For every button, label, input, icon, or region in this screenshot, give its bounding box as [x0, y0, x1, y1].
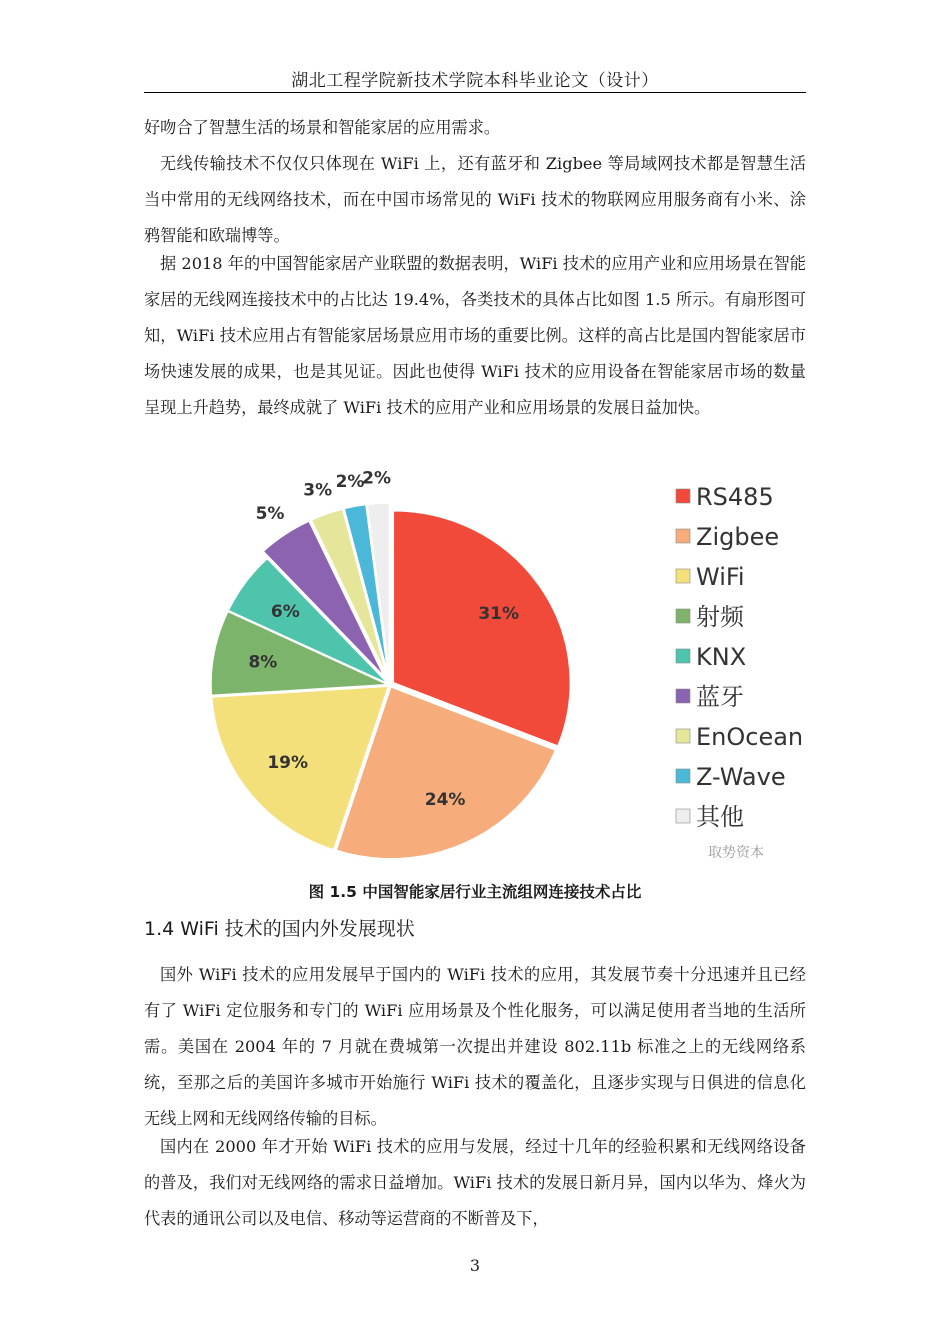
legend-swatch-4 — [676, 649, 690, 663]
legend-label-6: EnOcean — [696, 723, 804, 751]
pie-chart-figure — [200, 470, 820, 870]
legend-label-1: Zigbee — [696, 523, 780, 551]
legend-label-8: 其他 — [696, 803, 744, 831]
legend-label-0: RS485 — [696, 483, 774, 511]
paragraph-statistics: 据 2018 年的中国智能家居产业联盟的数据表明，WiFi 技术的应用产业和应用场景在智能家居的无线网连接技术中的占比达 19.4%，各类技术的具体占比如图 1.5 所示。有扇形图可知，WiFi 技术应用占有智能家居场景应用市场的重要比例。这样的高占比是国内智能家居市场快速发展的成果，也是其见证。因此也使得 WiFi 技术的应用设备在智能家居市场的数量呈现上升趋势，最终成就了 WiFi 技术的应用产业和应用场景的发展日益加快。 — [144, 254, 806, 417]
page-number: 3 — [469, 1256, 481, 1275]
header-rule — [144, 92, 806, 93]
paragraph-continued: 好吻合了智慧生活的场景和智能家居的应用需求。 — [144, 118, 501, 137]
paragraph-abroad: 国外 WiFi 技术的应用发展早于国内的 WiFi 技术的应用，其发展节奏十分迅速并且已经有了 WiFi 定位服务和专门的 WiFi 应用场景及个性化服务，可以满足使用者当地的生活所需。美国在 2004 年的 7 月就在费城第一次提出并建设 802.11b 标准之上的无线网络系统，至那之后的美国许多城市开始施行 WiFi 技术的覆盖化，且逐步实现与日俱进的信息化无线上网和无线网络传输的目标。 — [144, 965, 806, 1128]
pie-data-label-3: 8% — [248, 652, 278, 673]
paragraph-wireless: 无线传输技术不仅仅只体现在 WiFi 上，还有蓝牙和 Zigbee 等局域网技术都是智慧生活当中常用的无线网络技术，而在中国市场常见的 WiFi 技术的物联网应用服务商有小米、涂鸦智能和欧瑞博等。 — [144, 154, 806, 245]
pie-chart — [200, 470, 820, 870]
legend-label-4: KNX — [696, 643, 747, 671]
legend-swatch-2 — [676, 569, 690, 583]
pie-data-label-4: 6% — [270, 602, 300, 622]
legend-swatch-5 — [676, 689, 690, 703]
legend-label-2: WiFi — [696, 563, 745, 591]
legend-swatch-7 — [676, 769, 690, 783]
legend-swatch-6 — [676, 729, 690, 743]
legend-swatch-3 — [676, 609, 690, 623]
legend-swatch-0 — [676, 489, 690, 503]
pie-data-label-8: 2% — [362, 470, 392, 489]
watermark-text: 取势资本 — [708, 845, 764, 861]
pie-data-label-1: 24% — [424, 789, 466, 810]
figure-caption: 图 1.5 中国智能家居行业主流组网连接技术占比 — [308, 883, 642, 901]
legend-swatch-1 — [676, 529, 690, 543]
legend-label-7: Z-Wave — [696, 763, 786, 791]
pie-data-label-2: 19% — [267, 753, 309, 774]
pie-data-label-7: 2% — [335, 471, 365, 492]
legend-swatch-8 — [676, 809, 690, 823]
legend-label-3: 射频 — [696, 603, 744, 631]
section-heading: 1.4 WiFi 技术的国内外发展现状 — [144, 918, 415, 940]
legend-label-5: 蓝牙 — [696, 683, 744, 711]
running-header: 湖北工程学院新技术学院本科毕业论文（设计） — [291, 71, 659, 91]
pie-data-label-0: 31% — [478, 604, 520, 625]
pie-data-label-6: 3% — [303, 480, 333, 501]
paragraph-domestic: 国内在 2000 年才开始 WiFi 技术的应用与发展，经过十几年的经验积累和无线网络设备的普及，我们对无线网络的需求日益增加。WiFi 技术的发展日新月异，国内以华为、烽火为代表的通讯公司以及电信、移动等运营商的不断普及下， — [144, 1137, 806, 1228]
pie-data-label-5: 5% — [255, 504, 285, 525]
